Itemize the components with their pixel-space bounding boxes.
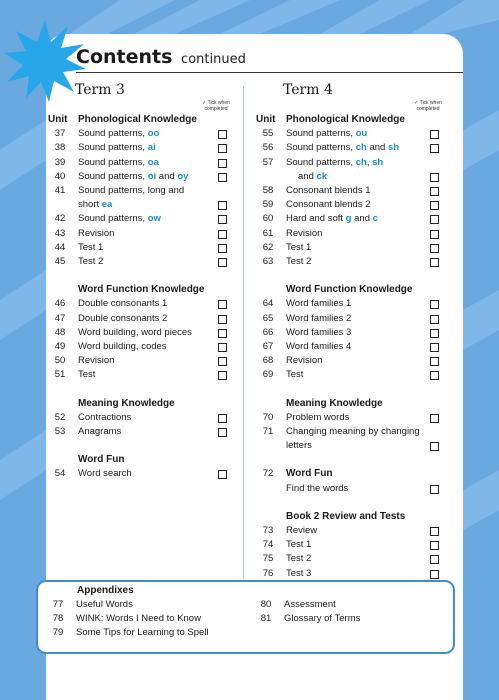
unit-title [78,227,114,241]
completion-checkbox[interactable] [218,343,227,352]
term4-tick-note [408,100,448,112]
item-text: Word families 3 [286,326,352,338]
unit-title [78,467,132,481]
unit-number: 71 [262,426,274,437]
section-heading: Word Function Knowledge [78,284,205,296]
column-divider [243,86,244,579]
appendix-number: 81 [260,613,272,625]
appendix-number: 77 [52,599,64,610]
completion-checkbox[interactable] [218,230,227,239]
item-text: Find the words [286,482,349,494]
sound-pattern: ck [316,170,328,182]
unit-title [286,255,311,269]
sound-pattern: sh [372,156,384,168]
item-text: Hard and soft [286,213,346,225]
contents-row-continued [254,170,442,184]
completion-checkbox[interactable] [218,258,227,267]
item-text: Revision [286,355,323,367]
contents-row [46,212,230,226]
item-text: Revision [286,227,323,239]
completion-checkbox[interactable] [218,414,227,423]
completion-checkbox[interactable] [218,130,227,139]
completion-checkbox[interactable] [430,215,439,224]
appendix-row [44,598,244,612]
item-text: Test 1 [78,241,104,253]
completion-checkbox[interactable] [430,230,439,239]
unit-title [78,312,167,326]
item-text: and [366,142,388,154]
contents-row [254,141,442,155]
completion-checkbox[interactable] [218,244,227,253]
sound-pattern: c [372,213,378,225]
item-text: Consonant blends 1 [286,185,371,196]
contents-row [46,227,230,241]
item-text: Changing meaning by changing [286,426,420,437]
section-heading: Word Fun [78,454,125,466]
unit-number: 67 [262,341,274,352]
item-text: short [78,199,102,211]
item-text: letters [286,440,312,452]
sound-pattern: ch [355,156,367,168]
page-title [76,46,246,68]
section-heading: Phonological Knowledge [286,114,405,125]
unit-number: 52 [54,411,66,423]
item-text: Contractions [78,411,132,423]
item-text: Review [286,525,318,536]
unit-title [286,141,399,155]
tick-note-line: completed [204,106,228,112]
unit-number: 72 [262,468,274,480]
completion-checkbox[interactable] [218,159,227,168]
contents-row [254,227,442,241]
contents-row [46,368,230,382]
unit-number: 53 [54,426,66,437]
item-text: and [156,170,178,182]
unit-title [78,368,95,382]
unit-number: 60 [262,213,274,225]
completion-checkbox[interactable] [430,343,439,352]
contents-row [254,340,442,354]
unit-number: 40 [54,170,66,182]
appendix-title: Glossary of Terms [284,613,361,625]
completion-checkbox[interactable] [430,258,439,267]
completion-checkbox[interactable] [430,570,439,579]
item-text: Sound patterns, [78,170,148,182]
item-text: Problem words [286,411,350,423]
item-text: Word families 2 [286,312,352,324]
contents-row [46,255,230,269]
section-heading: Book 2 Review and Tests [286,510,406,522]
unit-title [78,411,131,425]
unit-number: 42 [54,213,66,225]
unit-title [286,552,311,566]
term3-tick-note [196,100,236,112]
sound-pattern: ch [355,142,367,154]
term3-unit-header: Unit [48,114,68,125]
contents-row [46,127,230,141]
contents-row [254,567,442,581]
item-text: Double consonants 2 [78,312,168,324]
completion-checkbox[interactable] [430,130,439,139]
unit-number: 39 [54,156,66,168]
unit-number: 56 [262,142,274,154]
item-text: Test 1 [286,539,312,551]
item-text: Test 1 [286,241,312,253]
section-unit-number [254,467,282,481]
unit-number: 70 [262,411,274,423]
unit-number: 50 [54,355,66,367]
contents-row [254,326,442,340]
completion-checkbox[interactable] [430,315,439,324]
sound-pattern: ea [101,199,113,211]
appendix-row [252,598,452,612]
item-text: Word families 1 [286,298,352,310]
completion-checkbox[interactable] [218,201,227,210]
contents-row [46,170,230,184]
unit-title-continued [78,198,112,212]
unit-title [78,184,184,198]
unit-title [286,425,420,439]
completion-checkbox[interactable] [218,357,227,366]
completion-checkbox[interactable] [430,144,439,153]
item-text: Revision [78,227,115,239]
completion-checkbox[interactable] [430,414,439,423]
completion-checkbox[interactable] [218,144,227,153]
contents-row [46,425,230,439]
contents-row [254,411,442,425]
unit-number: 58 [262,185,274,196]
unit-number: 55 [262,128,274,140]
unit-title [286,354,322,368]
term4-unit-header: Unit [256,114,276,125]
appendix-row [252,612,452,626]
contents-row [254,552,442,566]
appendix-title: WINK: Words I Need to Know [76,613,201,625]
unit-number: 38 [54,142,66,154]
contents-row [46,141,230,155]
unit-number: 69 [262,369,274,381]
unit-title [286,567,311,581]
completion-checkbox[interactable] [430,173,439,182]
sound-pattern: ai [147,142,156,154]
appendix-row [44,612,244,626]
contents-row [46,354,230,368]
contents-row [254,538,442,552]
item-text: and [298,170,317,182]
term4-title: Term 4 [283,82,333,98]
unit-title [286,198,371,212]
contents-row [254,184,442,198]
sound-pattern: g [345,213,352,225]
unit-title [286,297,351,311]
unit-title [78,340,167,354]
unit-title [286,368,303,382]
unit-number: 44 [54,241,66,253]
unit-number: 75 [262,553,274,565]
appendix-row [44,626,244,640]
unit-title [286,241,311,255]
contents-row [254,312,442,326]
completion-checkbox[interactable] [218,315,227,324]
unit-title [78,354,114,368]
completion-checkbox[interactable] [218,428,227,437]
contents-row [254,297,442,311]
item-text: Sound patterns, [286,128,356,140]
contents-row [46,411,230,425]
unit-number: 65 [262,312,274,324]
item-text: Test [286,369,304,381]
contents-row [254,482,442,496]
appendix-title: Some Tips for Learning to Spell [76,627,209,639]
item-text: Revision [78,355,115,367]
item-text: Sound patterns, [78,213,148,225]
unit-number: 66 [262,326,274,338]
unit-title [78,425,121,439]
sound-pattern: sh [387,142,400,154]
unit-number: 46 [54,298,66,310]
unit-title-continued [298,170,327,184]
item-text: Sound patterns, [78,156,148,168]
title-text: Contents [76,46,173,68]
completion-checkbox[interactable] [218,470,227,479]
contents-row [46,156,230,170]
item-text: Test 2 [78,256,104,267]
item-text: Sound patterns, [286,142,356,154]
appendix-number: 80 [260,599,272,610]
completion-checkbox[interactable] [218,215,227,224]
sound-pattern: ow [147,213,161,225]
unit-title [78,255,103,269]
contents-row [254,156,442,170]
contents-row [46,467,230,481]
unit-number: 68 [262,355,274,367]
completion-checkbox[interactable] [430,485,439,494]
item-text: and [351,213,373,225]
item-text: Sound patterns, [78,142,148,154]
unit-number: 59 [262,199,274,211]
unit-title [286,538,311,552]
appendix-number: 79 [52,627,64,639]
contents-row [46,297,230,311]
contents-row [254,368,442,382]
completion-checkbox[interactable] [430,442,439,451]
item-text: Sound patterns, long and [78,185,185,196]
completion-checkbox[interactable] [430,541,439,550]
item-text: Sound patterns, [286,156,356,168]
unit-number: 74 [262,539,274,551]
contents-row [254,524,442,538]
contents-row [46,184,230,198]
unit-title [78,156,159,170]
contents-row [254,255,442,269]
completion-checkbox[interactable] [430,527,439,536]
contents-row [254,354,442,368]
item-text: Test [78,369,96,381]
section-heading: Word Fun [286,468,333,480]
section-heading: Phonological Knowledge [78,114,197,125]
unit-number: 64 [262,298,274,310]
unit-number: 57 [262,156,274,168]
item-text: Test 3 [286,567,312,579]
item-text: Word building, codes [78,341,167,352]
term3-title: Term 3 [75,82,125,98]
completion-checkbox[interactable] [430,201,439,210]
unit-number: 73 [262,525,274,536]
item-text: Double consonants 1 [78,298,168,310]
section-heading: Word Function Knowledge [286,284,413,296]
unit-title [78,127,159,141]
unit-number: 54 [54,468,66,480]
appendix-heading: Appendixes [77,585,134,596]
unit-title [78,241,103,255]
appendix-title: Useful Words [76,599,133,610]
completion-checkbox[interactable] [430,329,439,338]
contents-row [46,340,230,354]
contents-row-continued [254,439,442,453]
unit-title [286,156,383,170]
completion-checkbox[interactable] [430,244,439,253]
item-text: Word building, word pieces [78,326,192,338]
completion-checkbox[interactable] [218,173,227,182]
item-text: Test 2 [286,256,312,267]
unit-number: 63 [262,256,274,267]
tick-note-line: ✓ Tick when [202,100,230,106]
title-rule [76,72,463,73]
sound-pattern: oi [147,170,157,182]
tick-note-line: completed [416,106,440,112]
unit-number: 62 [262,241,274,253]
unit-title [286,411,349,425]
item-text: Anagrams [78,426,122,437]
unit-title-continued [286,439,312,453]
unit-number: 47 [54,312,66,324]
unit-number: 48 [54,326,66,338]
unit-title [286,212,378,226]
unit-title [78,212,161,226]
unit-title [78,170,188,184]
appendix-number: 78 [52,613,64,625]
unit-title [286,326,351,340]
unit-number: 43 [54,227,66,239]
completion-checkbox[interactable] [430,357,439,366]
contents-row [254,212,442,226]
completion-checkbox[interactable] [218,300,227,309]
unit-title [286,482,348,496]
contents-row-continued [46,198,230,212]
contents-row [254,198,442,212]
item-text: Sound patterns, [78,128,148,140]
unit-title [286,312,351,326]
contents-row [254,127,442,141]
completion-checkbox[interactable] [218,371,227,380]
unit-title [286,184,371,198]
item-text: , [366,156,373,168]
unit-title [78,326,192,340]
item-text: Word search [78,468,132,480]
unit-number: 49 [54,341,66,352]
unit-number: 61 [262,227,274,239]
sound-pattern: ou [355,128,368,140]
unit-number: 37 [54,128,66,140]
unit-number: 51 [54,369,66,381]
contents-row [46,241,230,255]
unit-title [286,340,351,354]
section-heading: Meaning Knowledge [286,397,383,409]
unit-title [286,227,322,241]
contents-row [254,425,442,439]
appendix-title: Assessment [284,599,336,610]
completion-checkbox[interactable] [430,555,439,564]
unit-title [78,141,156,155]
tick-note-line: ✓ Tick when [414,100,442,106]
section-heading: Meaning Knowledge [78,397,175,409]
item-text: Test 2 [286,553,312,565]
sound-pattern: oo [147,128,160,140]
unit-number: 45 [54,256,66,267]
sound-pattern: oy [177,170,189,182]
starburst-icon [4,20,86,102]
item-text: Word families 4 [286,341,352,352]
title-suffix: continued [181,52,246,67]
completion-checkbox[interactable] [430,187,439,196]
contents-row [254,241,442,255]
completion-checkbox[interactable] [218,329,227,338]
completion-checkbox[interactable] [430,371,439,380]
sound-pattern: oa [147,156,159,168]
completion-checkbox[interactable] [430,300,439,309]
contents-row [46,326,230,340]
unit-title [286,524,317,538]
unit-title [286,127,367,141]
contents-row [46,312,230,326]
item-text: Consonant blends 2 [286,199,371,211]
unit-number: 41 [54,185,66,196]
unit-number: 76 [262,567,274,579]
unit-title [78,297,167,311]
